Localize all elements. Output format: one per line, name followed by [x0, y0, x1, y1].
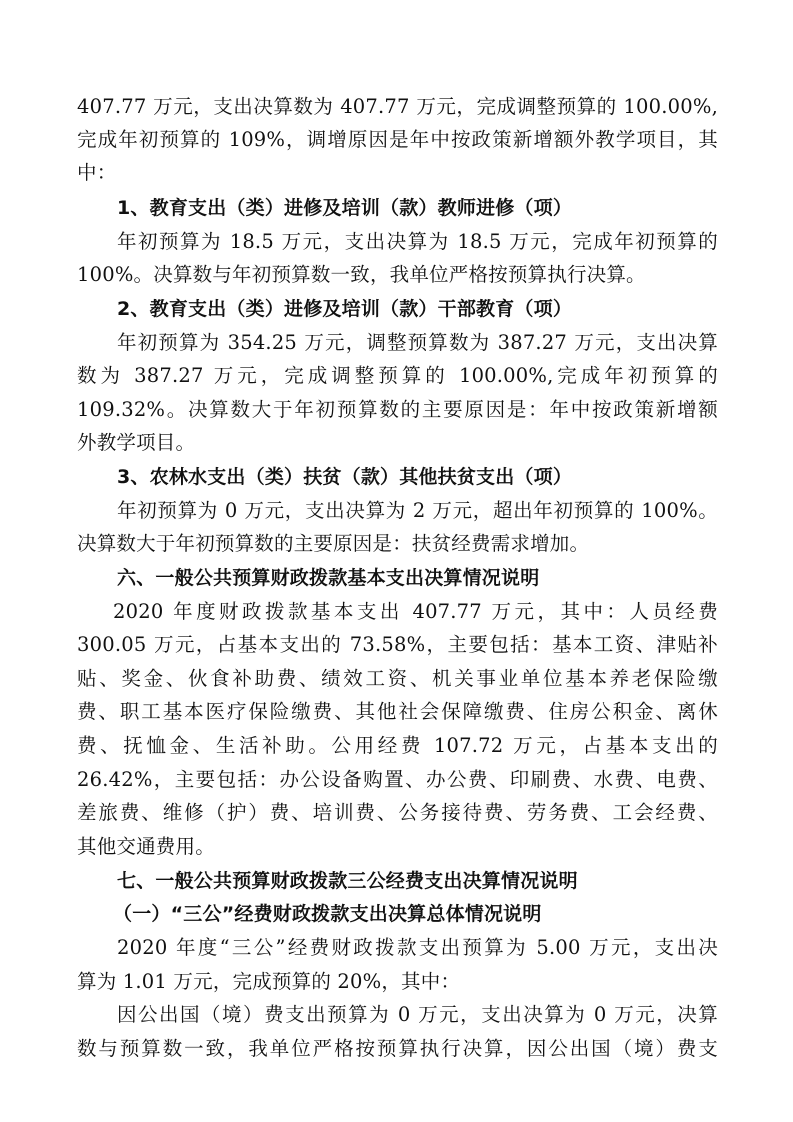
body-text-line: 中：	[77, 161, 117, 184]
body-text-line: 决算数大于年初预算数的主要原因是：扶贫经费需求增加。	[77, 532, 590, 555]
body-text-line: 外教学项目。	[77, 431, 196, 454]
section-heading: 2、教育支出（类）进修及培训（款）干部教育（项）	[117, 298, 573, 320]
body-text-line: 100%。决算数与年初预算数一致，我单位严格按预算执行决算。	[77, 263, 646, 286]
section-heading: 七、一般公共预算财政拨款三公经费支出决算情况说明	[117, 870, 578, 892]
body-text-line: 贴、奖金、伙食补助费、绩效工资、机关事业单位基本养老保险缴	[77, 667, 718, 690]
body-text-line: 数为 387.27 万元，完成调整预算的 100.00%,完成年初预算的	[77, 364, 718, 387]
body-text-line: 年初预算为 354.25 万元，调整预算数为 387.27 万元，支出决算	[117, 331, 718, 354]
body-text-line: 年初预算为 0 万元，支出决算为 2 万元，超出年初预算的 100%。	[117, 499, 718, 522]
section-heading: 1、教育支出（类）进修及培训（款）教师进修（项）	[117, 197, 573, 219]
subsection-heading: （一）“三公”经费财政拨款支出决算总体情况说明	[113, 903, 542, 925]
body-text-line: 数与预算数一致，我单位严格按预算执行决算，因公出国（境）费支	[77, 1037, 718, 1060]
body-text-line: 300.05 万元，占基本支出的 73.58%，主要包括：基本工资、津贴补	[77, 633, 718, 656]
body-text-line: 完成年初预算的 109%，调增原因是年中按政策新增额外教学项目，其	[77, 128, 718, 151]
body-text-line: 算为 1.01 万元，完成预算的 20%，其中：	[77, 970, 461, 993]
body-text-line: 2020 年度“三公”经费财政拨款支出预算为 5.00 万元，支出决	[117, 936, 718, 959]
body-text-line: 2020 年度财政拨款基本支出 407.77 万元，其中：人员经费	[113, 600, 718, 623]
body-text-line: 年初预算为 18.5 万元，支出决算为 18.5 万元，完成年初预算的	[117, 230, 718, 253]
section-heading: 3、农林水支出（类）扶贫（款）其他扶贫支出（项）	[117, 466, 573, 488]
body-text-line: 其他交通费用。	[77, 835, 215, 858]
body-text-line: 费、抚恤金、生活补助。公用经费 107.72 万元，占基本支出的	[77, 734, 718, 757]
body-text-line: 差旅费、维修（护）费、培训费、公务接待费、劳务费、工会经费、	[77, 801, 718, 824]
body-text-line: 26.42%，主要包括：办公设备购置、办公费、印刷费、水费、电费、	[77, 768, 718, 791]
body-text-line: 费、职工基本医疗保险缴费、其他社会保障缴费、住房公积金、离休	[77, 700, 718, 723]
section-heading: 六、一般公共预算财政拨款基本支出决算情况说明	[117, 567, 540, 589]
body-text-line: 因公出国（境）费支出预算为 0 万元，支出决算为 0 万元，决算	[117, 1003, 718, 1026]
body-text-line: 407.77 万元，支出决算数为 407.77 万元，完成调整预算的 100.00%,	[77, 95, 718, 118]
body-text-line: 109.32%。决算数大于年初预算数的主要原因是：年中按政策新增额	[77, 398, 718, 421]
